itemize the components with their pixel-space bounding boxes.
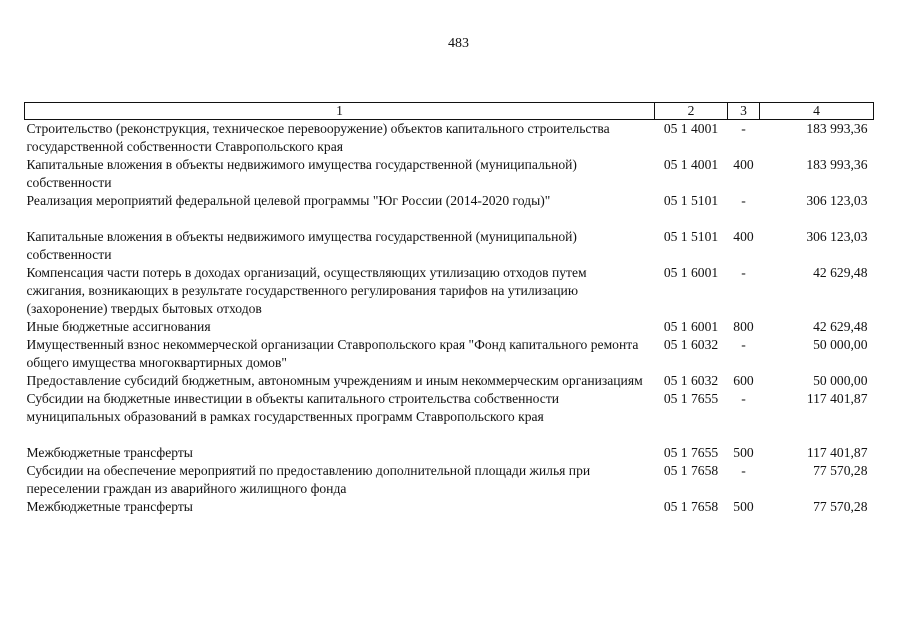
row-code: 05 1 4001 (663, 157, 719, 172)
table-row (25, 498, 874, 516)
row-amount: 77 570,28 (813, 463, 868, 478)
row-code: 05 1 7655 (663, 391, 719, 406)
row-code: 05 1 7658 (663, 463, 719, 478)
table-row (25, 390, 874, 444)
row-name: Субсидии на бюджетные инвестиции в объекты капитального строительства собственности муниципальных образований в рамках государственных программ Ставропольского края (26, 391, 560, 424)
table-row (25, 156, 874, 192)
row-name: Компенсация части потерь в доходах организаций, осуществляющих утилизацию отходов путем сжигания, возникающих в результате государственного регулирования тарифов на утилизацию (захоронение) твердых бытовых отходов (26, 265, 587, 316)
row-amount: 42 629,48 (813, 265, 868, 280)
row-name: Иные бюджетные ассигнования (26, 319, 211, 334)
table-row (25, 192, 874, 228)
row-type: 400 (733, 157, 754, 172)
row-amount: 42 629,48 (813, 319, 868, 334)
row-name: Предоставление субсидий бюджетным, автономным учреждениям и иным некоммерческим организациям (26, 373, 643, 388)
row-name: Межбюджетные трансферты (26, 445, 193, 460)
row-type: 500 (733, 499, 754, 514)
row-name: Субсидии на обеспечение мероприятий по предоставлению дополнительной площади жилья при переселении граждан из аварийного жилищного фонда (26, 463, 591, 496)
page-number: 483 (448, 36, 469, 51)
row-name: Строительство (реконструкция, техническое перевооружение) объектов капитального строительства государственной собственности Ставропольского края (26, 121, 610, 154)
row-code: 05 1 7658 (663, 499, 719, 514)
row-name: Межбюджетные трансферты (26, 499, 193, 514)
row-name: Имущественный взнос некоммерческой организации Ставропольского края "Фонд капитального ремонта общего имущества многоквартирных домов" (26, 337, 639, 370)
row-type: - (741, 265, 746, 280)
row-name: Реализация мероприятий федеральной целевой программы "Юг России (2014-2020 годы)" (26, 193, 551, 208)
row-type: - (741, 337, 746, 352)
row-amount: 117 401,87 (806, 391, 868, 406)
row-amount: 306 123,03 (806, 193, 868, 208)
row-code: 05 1 6032 (663, 373, 719, 388)
column-header-type: 3 (728, 103, 760, 120)
table-row (25, 336, 874, 372)
row-amount: 183 993,36 (806, 121, 868, 136)
row-amount: 306 123,03 (806, 229, 868, 244)
row-type: - (741, 463, 746, 478)
row-type: 800 (733, 319, 754, 334)
row-code: 05 1 5101 (663, 193, 719, 208)
table-header-row (25, 103, 874, 120)
row-code: 05 1 7655 (663, 445, 719, 460)
row-code: 05 1 6001 (663, 319, 719, 334)
row-amount: 117 401,87 (806, 445, 868, 460)
column-header-name: 1 (25, 103, 655, 120)
row-type: - (741, 391, 746, 406)
row-type: - (741, 121, 746, 136)
row-type: 600 (733, 373, 754, 388)
column-header-amount: 4 (760, 103, 874, 120)
row-code: 05 1 6032 (663, 337, 719, 352)
row-name: Капитальные вложения в объекты недвижимого имущества государственной (муниципальной) собственности (26, 229, 577, 262)
budget-table (24, 102, 874, 516)
row-code: 05 1 5101 (663, 229, 719, 244)
column-header-code: 2 (655, 103, 728, 120)
row-amount: 183 993,36 (806, 157, 868, 172)
row-amount: 77 570,28 (813, 499, 868, 514)
row-type: 400 (733, 229, 754, 244)
row-amount: 50 000,00 (813, 373, 868, 388)
row-type: - (741, 193, 746, 208)
table-row (25, 318, 874, 336)
row-code: 05 1 6001 (663, 265, 719, 280)
table-row (25, 444, 874, 462)
table-row (25, 264, 874, 318)
table-row (25, 372, 874, 390)
row-code: 05 1 4001 (663, 121, 719, 136)
row-type: 500 (733, 445, 754, 460)
table-row (25, 228, 874, 264)
table-row (25, 462, 874, 498)
row-name: Капитальные вложения в объекты недвижимого имущества государственной (муниципальной) собственности (26, 157, 577, 190)
table-row (25, 120, 874, 157)
row-amount: 50 000,00 (813, 337, 868, 352)
